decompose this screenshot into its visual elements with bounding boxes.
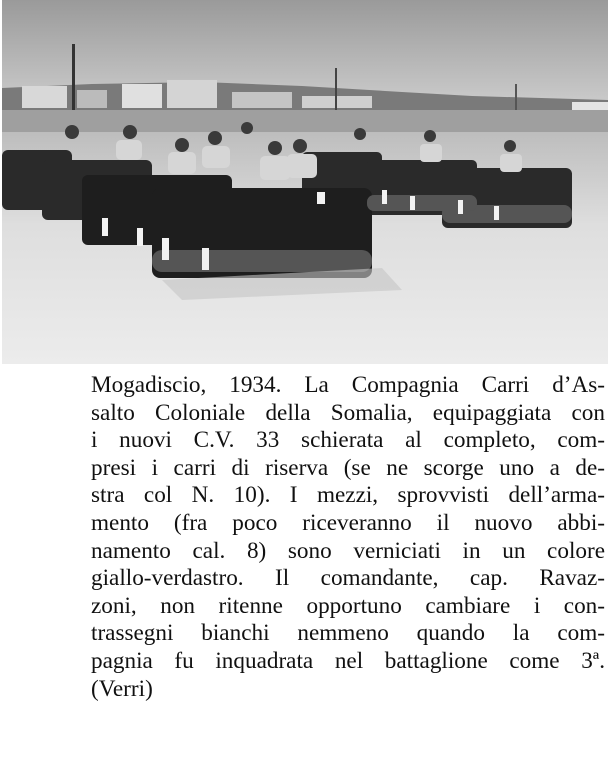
caption-line: trassegni bianchi nemmeno quando la com- [91,620,605,647]
caption-line: namento cal. 8) sono verniciati in un colore [91,537,605,564]
caption-credit: (Verri) [91,675,153,702]
caption-line: presi i carri di riserva (se ne scorge uno a de- [91,454,605,481]
caption-line: Mogadiscio, 1934. La Compagnia Carri d’As- [91,372,605,398]
caption-line: i nuovi C.V. 33 schierata al completo, com- [91,427,605,454]
caption-line: mento (fra poco riceveranno il nuovo abbi- [91,509,605,536]
photograph [2,0,608,364]
caption-line: zoni, non ritenne opportuno cambiare i con- [91,592,605,619]
caption-line: pagnia fu inquadrata nel battaglione come 3ª. [91,647,605,674]
caption-line: stra col N. 10). I mezzi, sprovvisti dell’arma- [91,482,605,509]
caption-line: salto Coloniale della Somalia, equipaggiata con [91,399,605,426]
caption-line: giallo-verdastro. Il comandante, cap. Ravaz- [91,565,605,592]
photo-caption [91,372,605,703]
